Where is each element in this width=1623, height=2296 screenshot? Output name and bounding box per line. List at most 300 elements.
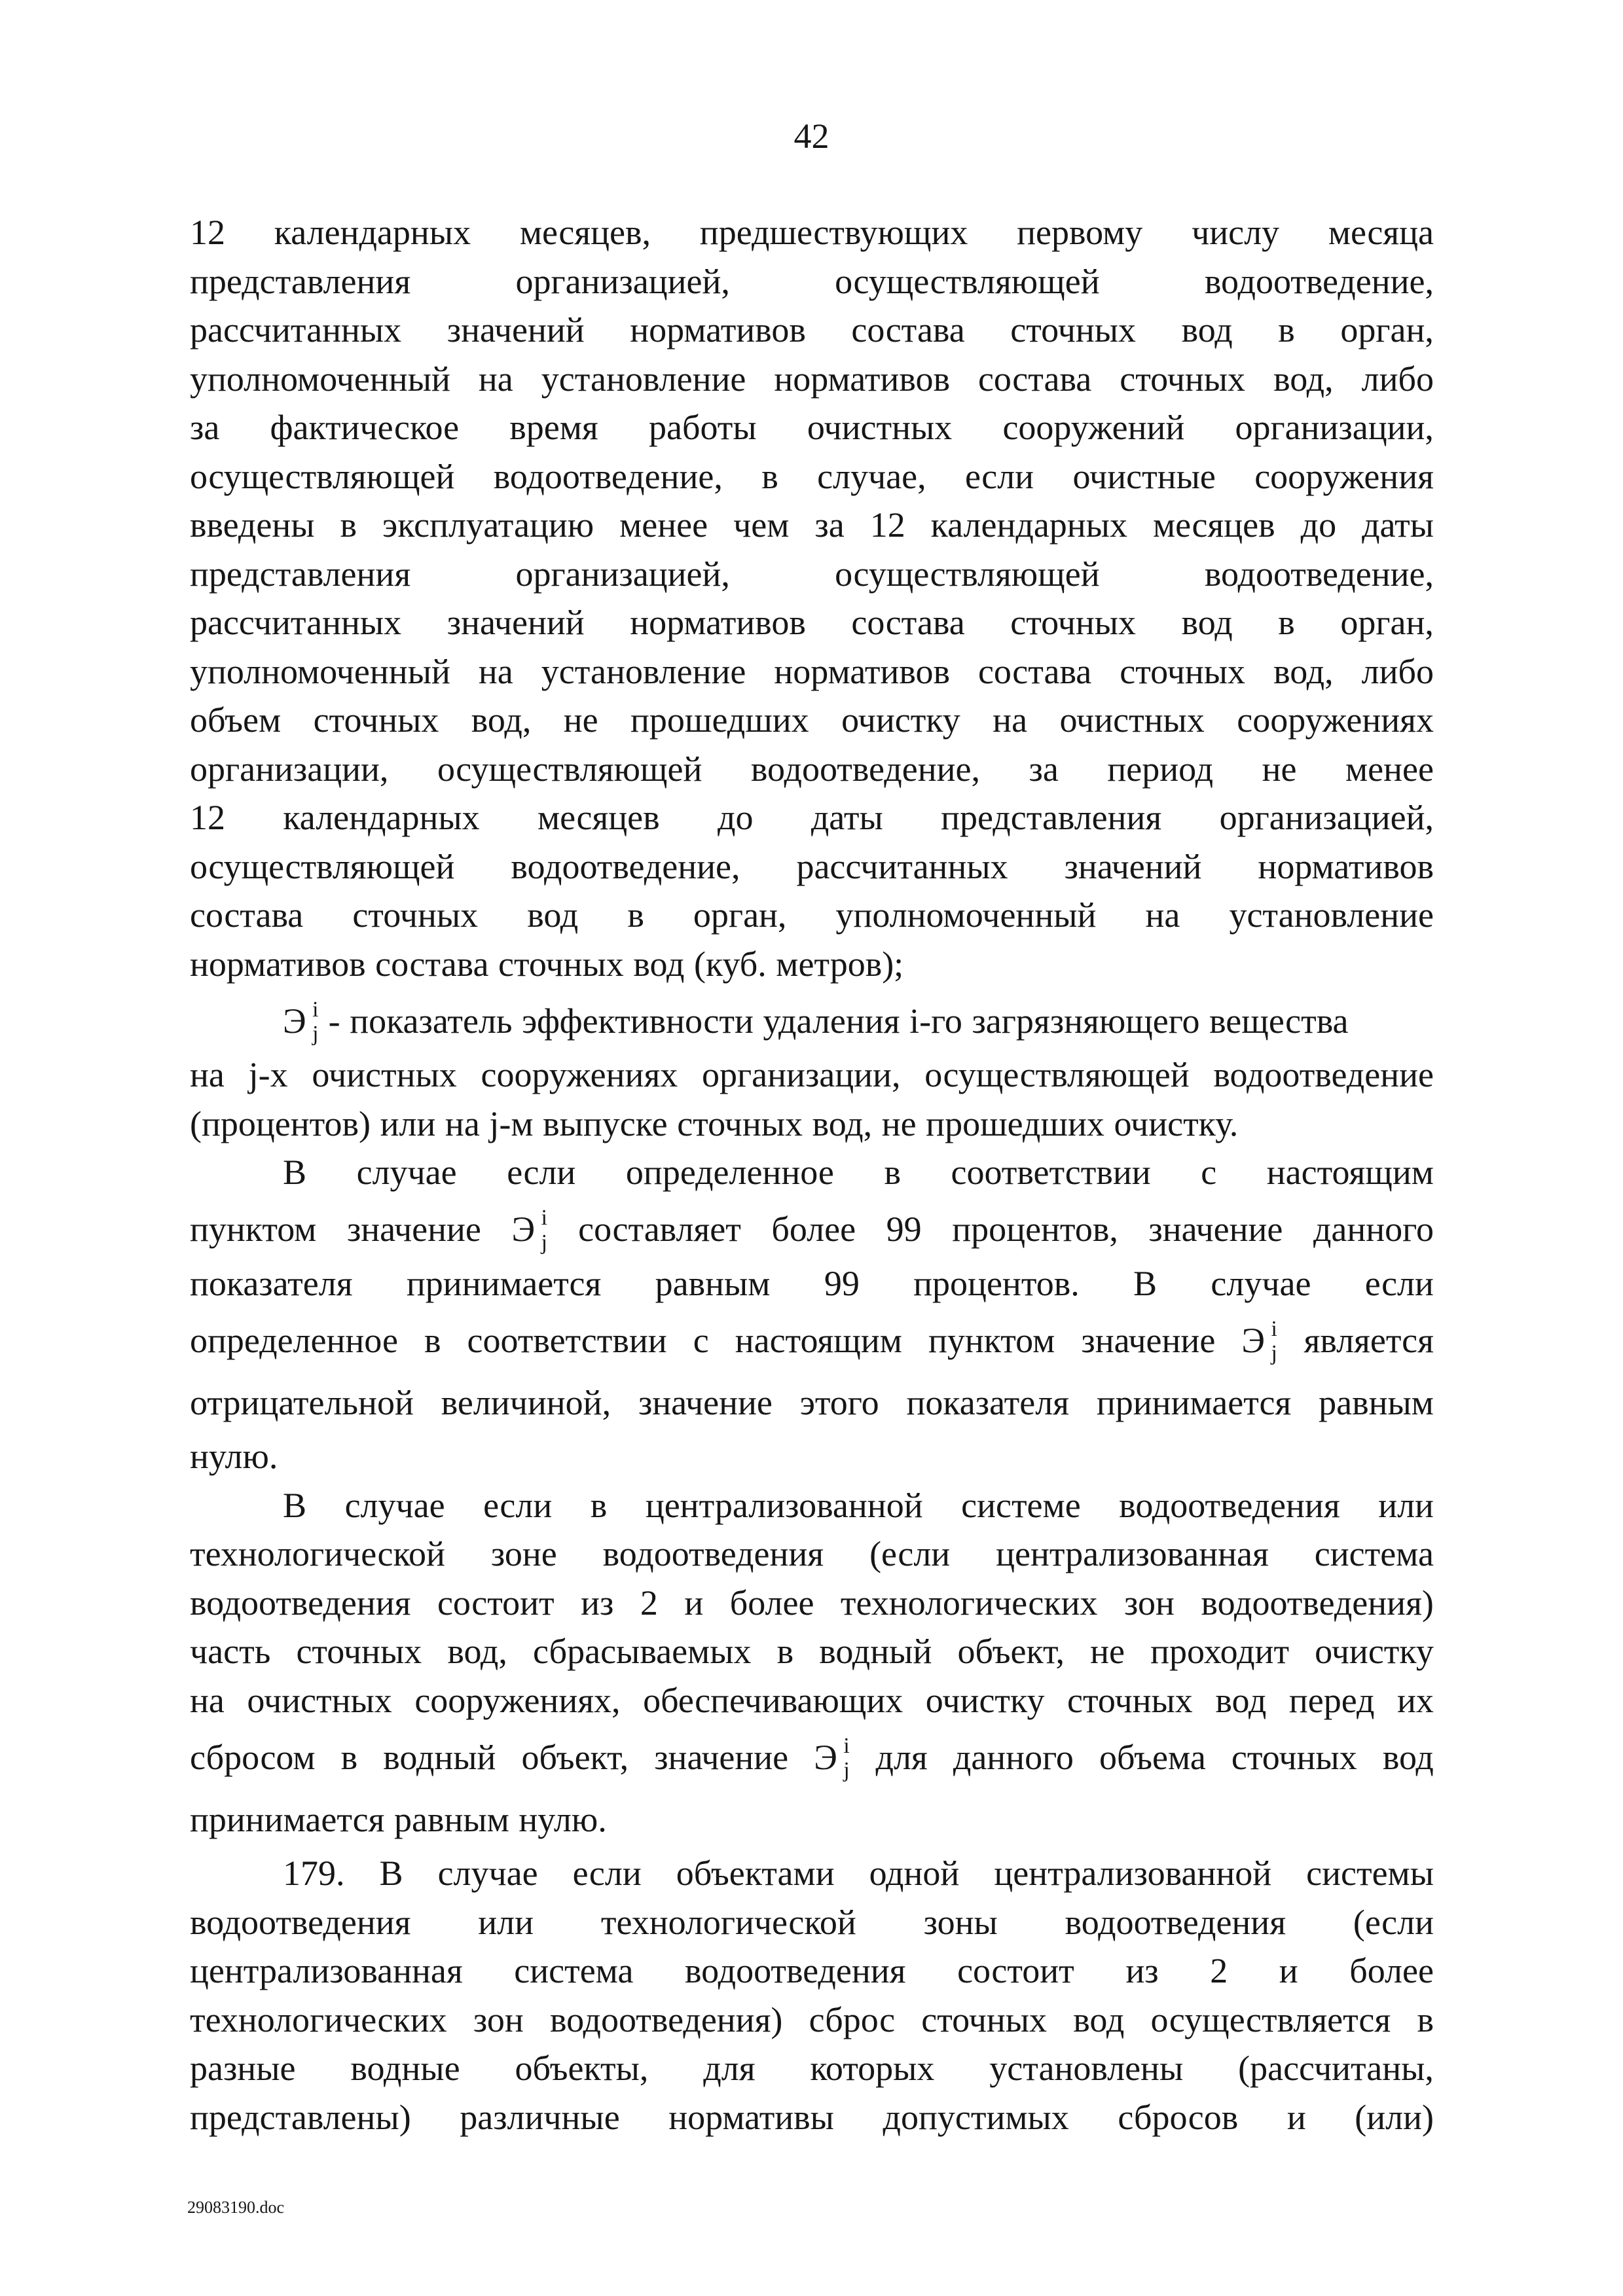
word: разные	[190, 2049, 296, 2088]
word: централизованная	[996, 1534, 1269, 1573]
text-line	[190, 647, 1434, 696]
word: менее	[1345, 749, 1434, 789]
word: сооружениях	[481, 1055, 678, 1094]
word: на	[190, 1680, 225, 1720]
word: значение	[1148, 1210, 1283, 1249]
text-line	[190, 745, 1434, 794]
definition-line	[190, 988, 1434, 1050]
text-line	[190, 1148, 1434, 1197]
word: введены	[190, 505, 315, 545]
word: сточных	[677, 1103, 803, 1143]
word: сооружениях,	[414, 1680, 621, 1720]
word: состава	[375, 944, 489, 984]
word: (или)	[1355, 2097, 1434, 2137]
word: на	[190, 1055, 225, 1094]
word: принимается	[406, 1263, 602, 1303]
word: 99	[824, 1263, 860, 1303]
word: из	[581, 1583, 614, 1623]
word: очистку	[841, 700, 960, 740]
word: состава	[190, 895, 304, 935]
file-name-footer: 29083190.doc	[187, 2198, 285, 2217]
text-line	[190, 208, 1434, 257]
word: нормативов	[630, 310, 806, 350]
word: j-м	[489, 1103, 534, 1143]
symbol-base: Э	[1241, 1320, 1265, 1360]
word: составляет	[578, 1210, 741, 1249]
word: объект,	[521, 1737, 629, 1777]
word: на	[993, 700, 1028, 740]
word: установление	[541, 651, 746, 691]
efficiency-symbol	[283, 997, 319, 1046]
word: сброс	[809, 2000, 896, 2039]
word: вод	[633, 944, 685, 984]
text-line	[190, 1946, 1434, 1996]
word: (рассчитаны,	[1238, 2049, 1434, 2088]
word: сточных	[921, 2000, 1048, 2039]
word: представления	[941, 798, 1162, 837]
word: которых	[810, 2049, 935, 2088]
word: централизованной	[645, 1485, 923, 1525]
word: месяцев	[1152, 505, 1275, 545]
text-line	[190, 501, 1434, 550]
text-line	[190, 842, 1434, 891]
word: вод,	[447, 1632, 507, 1671]
word: пунктом	[928, 1320, 1055, 1360]
word: водоотведение,	[1204, 554, 1434, 594]
text-line	[190, 1996, 1434, 2045]
word: в	[884, 1153, 901, 1192]
word: очистные	[1072, 456, 1216, 496]
word: сбрасываемых	[533, 1632, 752, 1671]
text-line	[190, 696, 1434, 745]
word: сооружений	[1002, 408, 1185, 447]
word: перед	[1288, 1680, 1375, 1720]
word: уполномоченный	[190, 651, 450, 691]
text-line	[190, 1100, 1434, 1149]
word: очистных	[312, 1055, 457, 1094]
word: значений	[447, 603, 585, 642]
symbol-superscript: i	[843, 1733, 850, 1758]
word: i-го	[909, 1001, 962, 1041]
word: водоотведения	[1119, 1485, 1340, 1525]
text-line	[190, 1849, 1434, 1898]
word: если	[483, 1485, 553, 1525]
word: на	[478, 359, 513, 399]
word: водоотведение,	[750, 749, 980, 789]
word: j-х	[248, 1055, 288, 1094]
word: период	[1107, 749, 1214, 789]
word: время	[509, 408, 598, 447]
word: установление	[1229, 895, 1434, 935]
word: нормативов	[190, 944, 366, 984]
word: состоит	[437, 1583, 555, 1623]
word: орган,	[1340, 603, 1434, 642]
word: системе	[961, 1485, 1081, 1525]
word: более	[729, 1583, 814, 1623]
word: очистку	[1315, 1632, 1434, 1671]
word: показатель	[350, 1001, 513, 1041]
word: в	[776, 1632, 794, 1671]
text-line	[190, 1481, 1434, 1530]
symbol-superscript: i	[1271, 1316, 1277, 1341]
word: централизованной	[994, 1854, 1272, 1893]
word: зон	[1124, 1583, 1175, 1623]
word: объем	[190, 700, 282, 740]
word: соответствии	[467, 1320, 667, 1360]
word: очистных	[1059, 700, 1205, 740]
text-line	[190, 1259, 1434, 1308]
word: (если	[1353, 1902, 1434, 1942]
word: за	[1029, 749, 1059, 789]
word: за	[814, 505, 845, 545]
word: технологических	[190, 2000, 447, 2039]
word: состава	[851, 310, 965, 350]
word: водоотведение,	[1204, 261, 1434, 301]
word: очистных	[807, 408, 953, 447]
word: водоотведения	[190, 1902, 411, 1942]
word: принимается	[1096, 1382, 1292, 1422]
symbol-superscript: i	[541, 1206, 547, 1230]
text-line	[190, 1627, 1434, 1676]
word: или	[380, 1103, 436, 1143]
word: сбросов	[1118, 2097, 1239, 2137]
word: 12	[869, 505, 905, 545]
word: технологической	[190, 1534, 445, 1573]
text-line	[190, 306, 1434, 355]
word: нормативов	[774, 651, 950, 691]
word: в	[627, 895, 644, 935]
word: технологической	[600, 1902, 856, 1942]
word: на	[445, 1103, 480, 1143]
word: 2	[640, 1583, 658, 1623]
word: 99	[886, 1210, 922, 1249]
word: эксплуатацию	[382, 505, 594, 545]
word: прошедших	[630, 700, 809, 740]
word: система	[1314, 1534, 1434, 1573]
word: установление	[541, 359, 746, 399]
symbol-superscript: i	[312, 997, 319, 1022]
word: или	[1378, 1485, 1434, 1525]
word: числу	[1192, 213, 1280, 252]
efficiency-symbol	[1241, 1316, 1277, 1365]
word: соответствии	[951, 1153, 1151, 1192]
word: сбросом	[190, 1737, 316, 1777]
text-line	[190, 403, 1434, 452]
word: вещества	[1209, 1001, 1349, 1041]
word: осуществляющей	[437, 749, 702, 789]
word: за	[190, 408, 220, 447]
word: (если	[869, 1534, 951, 1573]
word: значений	[447, 310, 585, 350]
word: величиной,	[441, 1382, 611, 1422]
word: вод	[1382, 1737, 1434, 1777]
symbol-subscript: j	[1271, 1341, 1277, 1366]
word: загрязняющего	[972, 1001, 1200, 1041]
word: 12	[190, 798, 225, 837]
word: более	[771, 1210, 856, 1249]
word: состава	[977, 359, 1092, 399]
word: осуществляется	[1150, 2000, 1391, 2039]
word: данного	[953, 1737, 1074, 1777]
word: водоотведения	[685, 1951, 906, 1990]
word: вод,	[1273, 651, 1334, 691]
text-line	[190, 891, 1434, 940]
word: уполномоченный	[190, 359, 450, 399]
word: сточных	[352, 895, 479, 935]
word: сооружениях	[1237, 700, 1434, 740]
word: в	[424, 1320, 441, 1360]
word: организации,	[702, 1055, 901, 1094]
word: и	[1286, 2097, 1306, 2137]
text-line	[190, 1197, 1434, 1259]
word: нормативов	[630, 603, 806, 642]
word: и	[1279, 1951, 1298, 1990]
word: нулю.	[190, 1437, 278, 1476]
word: -	[328, 1001, 340, 1041]
word: значение	[1081, 1320, 1216, 1360]
text-line	[190, 793, 1434, 842]
word: вод	[1181, 603, 1233, 642]
word: 179.	[283, 1854, 345, 1893]
word: месяца	[1328, 213, 1434, 252]
word: на	[478, 651, 513, 691]
word: нулю.	[519, 1799, 607, 1839]
symbol-subscript: j	[541, 1230, 547, 1255]
text-line	[190, 1370, 1434, 1432]
word: водоотведения)	[549, 2000, 783, 2039]
text-line	[190, 598, 1434, 647]
word: зоны	[923, 1902, 998, 1942]
word: централизованная	[190, 1951, 463, 1990]
word: отрицательной	[190, 1382, 414, 1422]
word: не	[563, 700, 598, 740]
word: сточных	[296, 1632, 422, 1671]
symbol-subscript: j	[312, 1022, 319, 1047]
word: их	[1397, 1680, 1434, 1720]
word: в	[340, 1737, 358, 1777]
word: состава	[851, 603, 965, 642]
text-line	[190, 1725, 1434, 1787]
word: если	[1364, 1263, 1434, 1303]
word: либо	[1361, 359, 1434, 399]
word: и	[684, 1583, 704, 1623]
word: календарных	[930, 505, 1127, 545]
word: значение	[654, 1737, 789, 1777]
word: до	[1300, 505, 1337, 545]
word: или	[478, 1902, 534, 1942]
word: настоящим	[735, 1320, 902, 1360]
word: различные	[460, 2097, 620, 2137]
word: показателя	[906, 1382, 1070, 1422]
text-line	[190, 355, 1434, 404]
word: представления	[190, 261, 411, 301]
word: для	[875, 1737, 928, 1777]
word: установлены	[989, 2049, 1184, 2088]
word: рассчитанных	[190, 310, 402, 350]
word: нормативов	[1258, 846, 1434, 886]
word: не	[1090, 1632, 1125, 1671]
word: случае	[356, 1153, 457, 1192]
word: системы	[1306, 1854, 1434, 1893]
text-line	[190, 2093, 1434, 2142]
word: В	[1133, 1263, 1158, 1303]
efficiency-symbol	[814, 1733, 850, 1782]
word: организацией,	[515, 261, 730, 301]
text-line	[190, 1432, 1434, 1481]
word: (куб.	[694, 944, 767, 984]
symbol-base: Э	[283, 1001, 306, 1041]
word: очистных	[247, 1680, 392, 1720]
word: водоотведение,	[511, 846, 740, 886]
word: 12	[190, 213, 225, 252]
word: с	[693, 1320, 709, 1360]
text-line	[190, 1530, 1434, 1579]
word: очистку	[925, 1680, 1045, 1720]
word: более	[1349, 1951, 1434, 1990]
word: вод	[1215, 1680, 1267, 1720]
word: сточных	[313, 700, 439, 740]
word: в	[1417, 2000, 1434, 2039]
word: рассчитанных	[796, 846, 1008, 886]
word: либо	[1361, 651, 1434, 691]
word: водный	[819, 1632, 932, 1671]
word: уполномоченный	[835, 895, 1097, 935]
symbol-base: Э	[511, 1210, 536, 1249]
word: до	[717, 798, 754, 837]
word: представления	[190, 554, 411, 594]
word: представлены)	[190, 2097, 411, 2137]
word: (процентов)	[190, 1103, 371, 1143]
text-line	[190, 1308, 1434, 1370]
word: водные	[350, 2049, 460, 2088]
text-line	[190, 2044, 1434, 2093]
word: сточных	[498, 944, 624, 984]
word: В	[283, 1485, 307, 1525]
word: сточных	[1010, 310, 1137, 350]
word: если	[572, 1854, 642, 1893]
word: случае	[437, 1854, 538, 1893]
word: менее	[619, 505, 708, 545]
word: удаления	[763, 1001, 900, 1041]
word: обеспечивающих	[643, 1680, 903, 1720]
word: вод,	[471, 700, 532, 740]
text-line	[190, 1898, 1434, 1947]
word: в	[1278, 603, 1295, 642]
word: осуществляющей	[190, 456, 455, 496]
word: зоне	[490, 1534, 557, 1573]
word: в	[590, 1485, 608, 1525]
word: работы	[649, 408, 757, 447]
text-line	[190, 1050, 1434, 1100]
word: организацией,	[1219, 798, 1434, 837]
word: в	[1278, 310, 1295, 350]
word: эффективности	[522, 1001, 754, 1041]
word: в	[761, 456, 778, 496]
word: рассчитанных	[190, 603, 402, 642]
word: орган,	[693, 895, 787, 935]
word: месяцев	[537, 798, 660, 837]
word: сточных	[1067, 1680, 1193, 1720]
word: прошедших	[926, 1103, 1104, 1143]
word: предшествующих	[699, 213, 968, 252]
word: показателя	[190, 1263, 353, 1303]
word: вод,	[812, 1103, 873, 1143]
word: данного	[1313, 1210, 1434, 1249]
word: водоотведение	[1213, 1055, 1434, 1094]
word: водоотведение,	[493, 456, 723, 496]
word: если	[507, 1153, 576, 1192]
word: не	[881, 1103, 917, 1143]
word: метров);	[776, 944, 904, 984]
word: состоит	[957, 1951, 1074, 1990]
word: месяцев,	[519, 213, 651, 252]
word: фактическое	[270, 408, 460, 447]
word: часть	[190, 1632, 271, 1671]
word: осуществляющей	[924, 1055, 1190, 1094]
word: даты	[811, 798, 883, 837]
word: осуществляющей	[190, 846, 455, 886]
word: водоотведения	[602, 1534, 824, 1573]
word: сточных	[1120, 651, 1246, 691]
word: для	[703, 2049, 756, 2088]
word: если	[964, 456, 1034, 496]
word: орган,	[1340, 310, 1434, 350]
word: В	[283, 1153, 307, 1192]
word: с	[1201, 1153, 1217, 1192]
document-body	[190, 208, 1434, 2142]
word: нормативы	[668, 2097, 834, 2137]
word: очистку.	[1114, 1103, 1239, 1143]
word: водоотведения	[190, 1583, 411, 1623]
word: случае,	[817, 456, 926, 496]
word: вод	[527, 895, 579, 935]
text-line	[190, 257, 1434, 306]
word: водный	[383, 1737, 496, 1777]
word: значение	[638, 1382, 773, 1422]
word: технологических	[840, 1583, 1098, 1623]
word: одной	[869, 1854, 960, 1893]
word: пунктом	[190, 1210, 317, 1249]
word: вод,	[1273, 359, 1334, 399]
word: 2	[1210, 1951, 1228, 1990]
word: из	[1125, 1951, 1159, 1990]
word: осуществляющей	[835, 261, 1100, 301]
word: В	[379, 1854, 403, 1893]
word: процентов.	[913, 1263, 1080, 1303]
word: водоотведения	[1065, 1902, 1286, 1942]
text-line	[190, 550, 1434, 599]
word: организации,	[190, 749, 389, 789]
efficiency-symbol	[511, 1205, 547, 1254]
word: определенное	[190, 1320, 398, 1360]
word: сточных	[1231, 1737, 1357, 1777]
word: зон	[473, 2000, 524, 2039]
word: принимается	[190, 1799, 385, 1839]
word: является	[1304, 1320, 1434, 1360]
word: настоящим	[1266, 1153, 1434, 1192]
word: даты	[1362, 505, 1434, 545]
word: первому	[1017, 213, 1143, 252]
text-line	[190, 1579, 1434, 1628]
word: чем	[733, 505, 790, 545]
text-line	[190, 1676, 1434, 1725]
text-line	[190, 940, 1434, 989]
word: система	[514, 1951, 634, 1990]
word: процентов,	[952, 1210, 1118, 1249]
word: значений	[1064, 846, 1202, 886]
word: равным	[1319, 1382, 1434, 1422]
word: значение	[346, 1210, 481, 1249]
